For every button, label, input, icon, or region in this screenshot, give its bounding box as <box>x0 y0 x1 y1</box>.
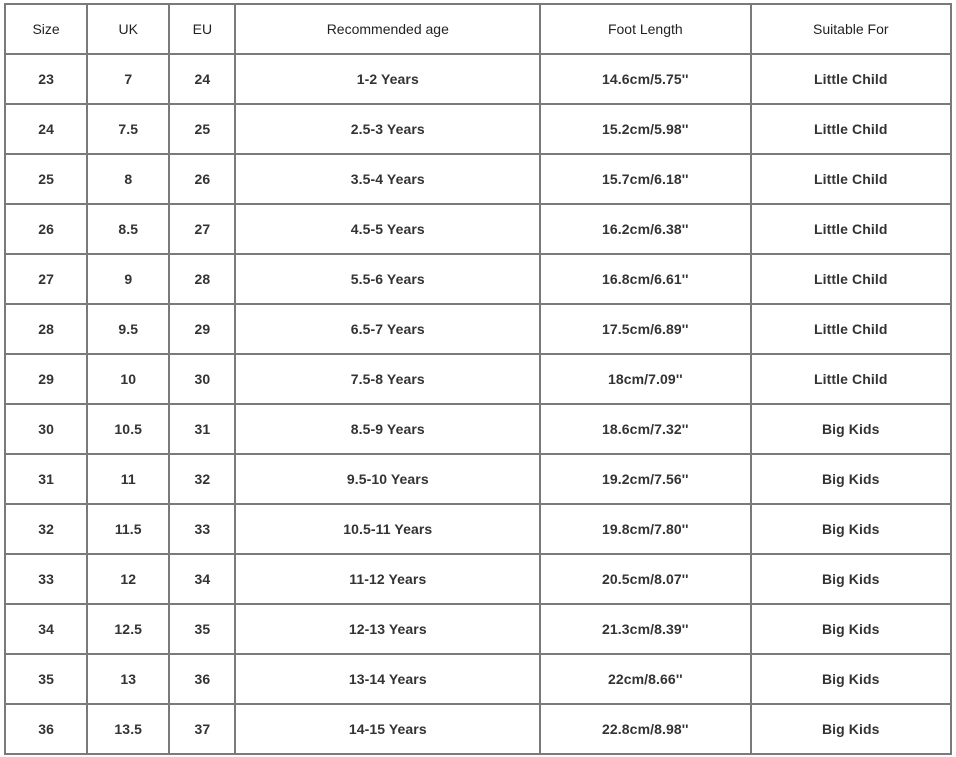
cell-recommended-age: 1-2 Years <box>236 55 541 105</box>
size-chart-table <box>4 3 952 755</box>
cell-size: 29 <box>6 355 88 405</box>
table-row <box>6 55 952 105</box>
cell-uk: 7.5 <box>88 105 170 155</box>
cell-foot-length: 21.3cm/8.39'' <box>541 605 751 655</box>
cell-foot-length: 22.8cm/8.98'' <box>541 705 751 755</box>
table-row <box>6 505 952 555</box>
cell-recommended-age: 9.5-10 Years <box>236 455 541 505</box>
cell-size: 30 <box>6 405 88 455</box>
cell-foot-length: 19.8cm/7.80'' <box>541 505 751 555</box>
cell-recommended-age: 3.5-4 Years <box>236 155 541 205</box>
cell-recommended-age: 5.5-6 Years <box>236 255 541 305</box>
header-eu: EU <box>170 5 236 55</box>
cell-eu: 27 <box>170 205 236 255</box>
cell-recommended-age: 14-15 Years <box>236 705 541 755</box>
cell-size: 34 <box>6 605 88 655</box>
cell-suitable-for: Little Child <box>752 155 952 205</box>
cell-uk: 10.5 <box>88 405 170 455</box>
table-row <box>6 555 952 605</box>
cell-foot-length: 15.2cm/5.98'' <box>541 105 751 155</box>
cell-recommended-age: 8.5-9 Years <box>236 405 541 455</box>
cell-size: 28 <box>6 305 88 355</box>
cell-suitable-for: Big Kids <box>752 555 952 605</box>
cell-uk: 12 <box>88 555 170 605</box>
cell-eu: 25 <box>170 105 236 155</box>
header-foot-length: Foot Length <box>541 5 751 55</box>
cell-eu: 35 <box>170 605 236 655</box>
cell-foot-length: 16.2cm/6.38'' <box>541 205 751 255</box>
table-row <box>6 405 952 455</box>
cell-suitable-for: Little Child <box>752 105 952 155</box>
cell-suitable-for: Little Child <box>752 305 952 355</box>
header-row <box>6 5 952 55</box>
cell-size: 36 <box>6 705 88 755</box>
cell-size: 35 <box>6 655 88 705</box>
cell-suitable-for: Little Child <box>752 205 952 255</box>
cell-foot-length: 22cm/8.66'' <box>541 655 751 705</box>
cell-eu: 26 <box>170 155 236 205</box>
cell-suitable-for: Big Kids <box>752 505 952 555</box>
cell-eu: 30 <box>170 355 236 405</box>
cell-eu: 34 <box>170 555 236 605</box>
cell-eu: 33 <box>170 505 236 555</box>
cell-recommended-age: 10.5-11 Years <box>236 505 541 555</box>
header-recommended-age: Recommended age <box>236 5 541 55</box>
cell-eu: 29 <box>170 305 236 355</box>
cell-uk: 10 <box>88 355 170 405</box>
cell-foot-length: 18.6cm/7.32'' <box>541 405 751 455</box>
cell-uk: 13 <box>88 655 170 705</box>
cell-recommended-age: 6.5-7 Years <box>236 305 541 355</box>
cell-size: 33 <box>6 555 88 605</box>
cell-recommended-age: 11-12 Years <box>236 555 541 605</box>
cell-eu: 36 <box>170 655 236 705</box>
header-size: Size <box>6 5 88 55</box>
cell-foot-length: 20.5cm/8.07'' <box>541 555 751 605</box>
cell-eu: 31 <box>170 405 236 455</box>
cell-eu: 28 <box>170 255 236 305</box>
cell-suitable-for: Big Kids <box>752 705 952 755</box>
cell-suitable-for: Big Kids <box>752 455 952 505</box>
cell-uk: 9 <box>88 255 170 305</box>
cell-size: 25 <box>6 155 88 205</box>
cell-uk: 13.5 <box>88 705 170 755</box>
table-row <box>6 105 952 155</box>
table-row <box>6 255 952 305</box>
cell-size: 27 <box>6 255 88 305</box>
cell-recommended-age: 7.5-8 Years <box>236 355 541 405</box>
cell-foot-length: 15.7cm/6.18'' <box>541 155 751 205</box>
cell-uk: 9.5 <box>88 305 170 355</box>
cell-foot-length: 14.6cm/5.75'' <box>541 55 751 105</box>
cell-eu: 37 <box>170 705 236 755</box>
cell-size: 26 <box>6 205 88 255</box>
cell-uk: 8.5 <box>88 205 170 255</box>
cell-eu: 24 <box>170 55 236 105</box>
cell-suitable-for: Big Kids <box>752 605 952 655</box>
cell-size: 24 <box>6 105 88 155</box>
cell-size: 31 <box>6 455 88 505</box>
cell-recommended-age: 2.5-3 Years <box>236 105 541 155</box>
table-row <box>6 605 952 655</box>
header-suitable-for: Suitable For <box>752 5 952 55</box>
cell-uk: 8 <box>88 155 170 205</box>
cell-size: 32 <box>6 505 88 555</box>
cell-foot-length: 17.5cm/6.89'' <box>541 305 751 355</box>
cell-suitable-for: Little Child <box>752 355 952 405</box>
cell-eu: 32 <box>170 455 236 505</box>
cell-recommended-age: 13-14 Years <box>236 655 541 705</box>
cell-uk: 11 <box>88 455 170 505</box>
table-row <box>6 655 952 705</box>
cell-suitable-for: Little Child <box>752 55 952 105</box>
table-row <box>6 455 952 505</box>
cell-uk: 12.5 <box>88 605 170 655</box>
table-row <box>6 355 952 405</box>
table-body <box>6 55 952 755</box>
cell-suitable-for: Little Child <box>752 255 952 305</box>
table-row <box>6 155 952 205</box>
cell-foot-length: 16.8cm/6.61'' <box>541 255 751 305</box>
cell-foot-length: 19.2cm/7.56'' <box>541 455 751 505</box>
table-header <box>6 5 952 55</box>
cell-suitable-for: Big Kids <box>752 405 952 455</box>
table-row <box>6 205 952 255</box>
header-uk: UK <box>88 5 170 55</box>
cell-foot-length: 18cm/7.09'' <box>541 355 751 405</box>
cell-uk: 7 <box>88 55 170 105</box>
cell-recommended-age: 4.5-5 Years <box>236 205 541 255</box>
cell-uk: 11.5 <box>88 505 170 555</box>
cell-suitable-for: Big Kids <box>752 655 952 705</box>
cell-recommended-age: 12-13 Years <box>236 605 541 655</box>
table-row <box>6 705 952 755</box>
cell-size: 23 <box>6 55 88 105</box>
table-row <box>6 305 952 355</box>
